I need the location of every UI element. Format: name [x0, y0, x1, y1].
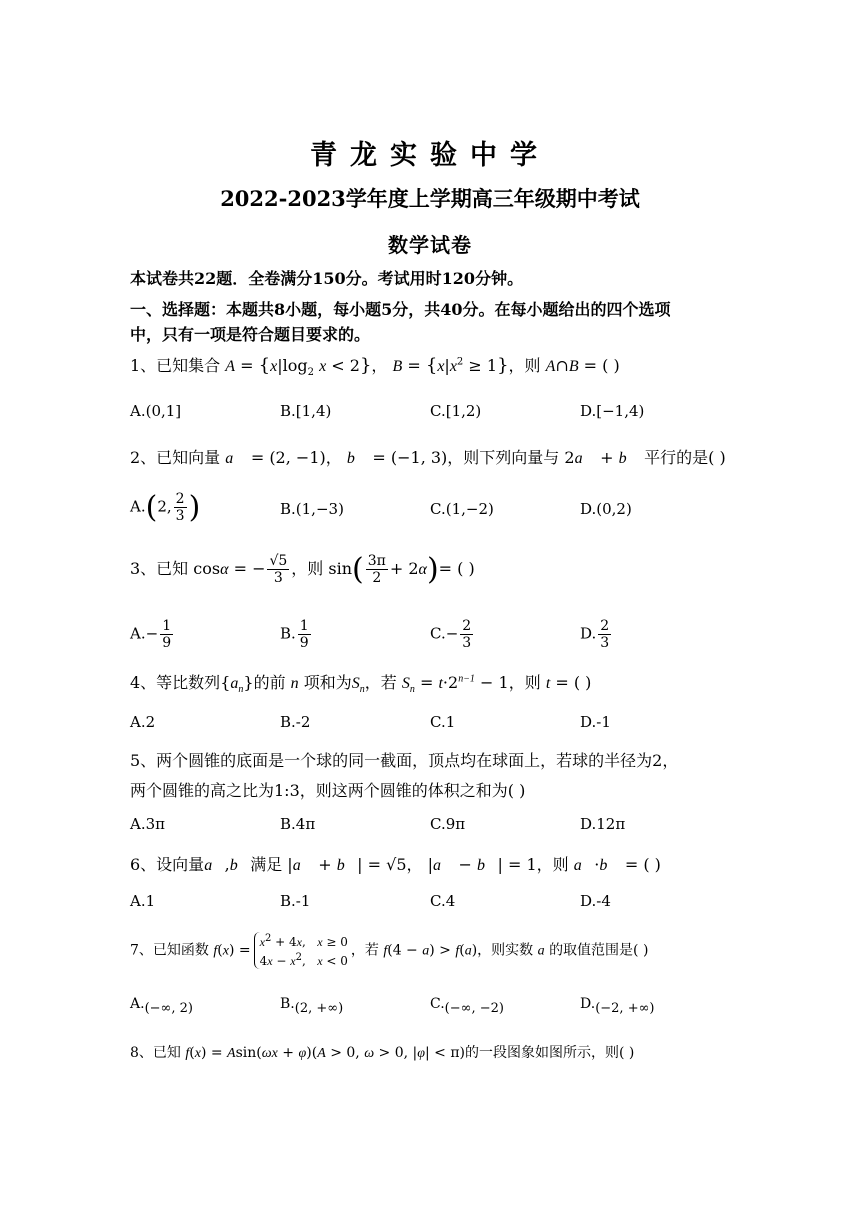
q4-option-c: C.1: [430, 713, 456, 731]
q1-option-c: C.[1,2): [430, 402, 482, 420]
q4-option-d: D.-1: [580, 713, 611, 731]
q2-option-a: A.(2, $\frac{2}{3}$ ): [130, 490, 201, 525]
question-5-line1: 5、两个圆锥的底面是一个球的同一截面，顶点均在球面上，若球的半径为2，: [130, 751, 679, 770]
section-heading-line1: 一、选择题：本题共8小题，每小题5分，共40分。在每小题给出的四个选项: [130, 300, 671, 319]
q6-option-d: D.-4: [580, 892, 611, 910]
q2-option-b: B.(1,−3): [280, 500, 344, 518]
q1-option-b: B.[1,4): [280, 402, 332, 420]
school-title: 青龙实验中学: [310, 140, 550, 171]
q7-option-a: A.(−∞, 2): [130, 996, 193, 1016]
q4-option-b: B.-2: [280, 713, 311, 731]
q5-option-b: B.4π: [280, 815, 316, 833]
q3-option-d: D. $\frac{2}{3}$: [580, 618, 610, 652]
q7-option-d: D.(−2, +∞): [580, 996, 655, 1016]
question-7: 7、已知函数 $f(x) =x^2 + 4x$, x ≥ 0 $4x - x^2$, x < 0，若 f(4 − a) > f(a)，则实数 a 的取值范围是( ): [130, 933, 649, 968]
question-8: 8、已知 f(x) = Asin(ωx + φ)(A > 0, ω > 0, |φ| < π)的一段图象如图所示，则( ): [130, 1045, 635, 1061]
question-4: 4、等比数列$\{a_n\}$的前 n 项和为$S_n$，若 $S_n = t\cdot 2^{n-1} - 1$，则 t = ( ): [130, 673, 592, 696]
q1-option-d: D.[−1,4): [580, 402, 645, 420]
question-6: 6、设向量a⃗,b⃗满足 |a⃗ + b⃗| = √5， |a⃗ − b⃗| = 1，则 a⃗·b⃗ = ( ): [130, 855, 661, 874]
q6-option-a: A.1: [130, 892, 156, 910]
q1-option-a: A.(0,1]: [130, 402, 182, 420]
q6-option-b: B.-1: [280, 892, 311, 910]
exam-title: 2022-2023学年度上学期高三年级期中考试: [220, 186, 640, 211]
question-3: 3、已知 cosα = − $\frac{√5}{3}$ ，则 sin( $\frac{3\pi}{2}$ + 2α)= ( ): [130, 552, 475, 587]
q3-option-c: C.− $\frac{2}{3}$: [430, 618, 472, 652]
q3-option-b: B. $\frac{1}{9}$: [280, 618, 309, 652]
subject-title: 数学试卷: [388, 233, 472, 257]
q7-option-b: B.(2, +∞): [280, 996, 344, 1016]
q5-option-c: C.9π: [430, 815, 466, 833]
q4-option-a: A.2: [130, 713, 156, 731]
q5-option-d: D.12π: [580, 815, 626, 833]
q5-option-a: A.3π: [130, 815, 166, 833]
section-heading-line2: 中，只有一项是符合题目要求的。: [130, 325, 371, 344]
q2-option-c: C.(1,−2): [430, 500, 494, 518]
q7-option-c: C.(−∞, −2): [430, 996, 504, 1016]
exam-intro: 本试卷共22题．全卷满分150分。考试用时120分钟。: [130, 269, 524, 288]
question-1: 1、已知集合 $A = \{x|\log_2$ x < 2}， $B = \{x|x^2 \ge 1\}$，则 A∩B = ( ): [130, 355, 620, 379]
question-5-line2: 两个圆锥的高之比为1:3，则这两个圆锥的体积之和为( ): [130, 781, 526, 800]
q3-option-a: A.− $\frac{1}{9}$: [130, 618, 172, 652]
q6-option-c: C.4: [430, 892, 456, 910]
q2-option-d: D.(0,2): [580, 500, 632, 518]
question-2: 2、已知向量 a⃗ = (2, −1)， b⃗ = (−1, 3)，则下列向量与 2a⃗ + b⃗ 平行的是( ): [130, 448, 726, 467]
